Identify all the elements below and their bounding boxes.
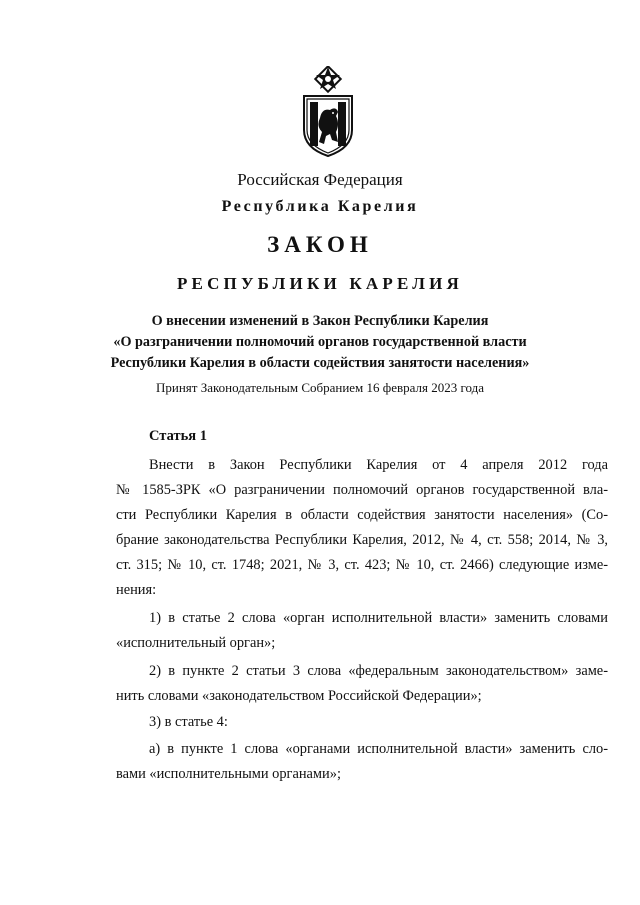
article-text-line: а) в пункте 1 слова «органами исполнительной власти» заменить сло- [149,741,608,757]
article-text-line: Внести в Закон Республики Карелия от 4 апреля 2012 года [149,457,608,473]
document-issuer: РЕСПУБЛИКИ КАРЕЛИЯ [176,274,464,293]
article-text-line: ст. 315; № 10, ст. 1748; 2021, № 3, ст. 423; № 10, ст. 2466) следующие изме- [116,557,608,573]
article-heading: Статья 1 [149,428,207,444]
law-title-line: Республики Карелия в области содействия занятости населения» [110,355,530,371]
document-type: ЗАКОН [267,232,373,257]
law-title-line: О внесении изменений в Закон Республики Карелия [151,313,489,329]
article-text-line: № 1585-ЗРК «О разграничении полномочий органов государственной вла- [116,482,608,498]
adoption-date: Принят Законодательным Собранием 16 февраля 2023 года [156,380,484,395]
article-text-line: 1) в статье 2 слова «орган исполнительной власти» заменить словами [149,610,608,626]
law-title [0,311,640,374]
article-text-line: нения: [116,582,157,598]
article-text-line: 2) в пункте 2 статьи 3 слова «федеральным законодательством» заме- [149,663,608,679]
federation-name: Российская Федерация [237,170,403,189]
law-title-line: «О разграничении полномочий органов государственной власти [113,334,527,350]
article-text-line: 3) в статье 4: [149,714,228,730]
article-text-line: нить словами «законодательством Российской Федерации»; [116,688,482,704]
karelia-coat-of-arms-icon [298,66,358,158]
article-text-line: брание законодательства Республики Карелия, 2012, № 4, ст. 558; 2014, № 3, [116,532,608,548]
republic-name: Республика Карелия [221,198,419,215]
article-text-line: «исполнительный орган»; [116,635,276,651]
article-text-line: сти Республики Карелия в области содействия занятости населения» (Со- [116,507,608,523]
article-text-line: вами «исполнительными органами»; [116,766,341,782]
